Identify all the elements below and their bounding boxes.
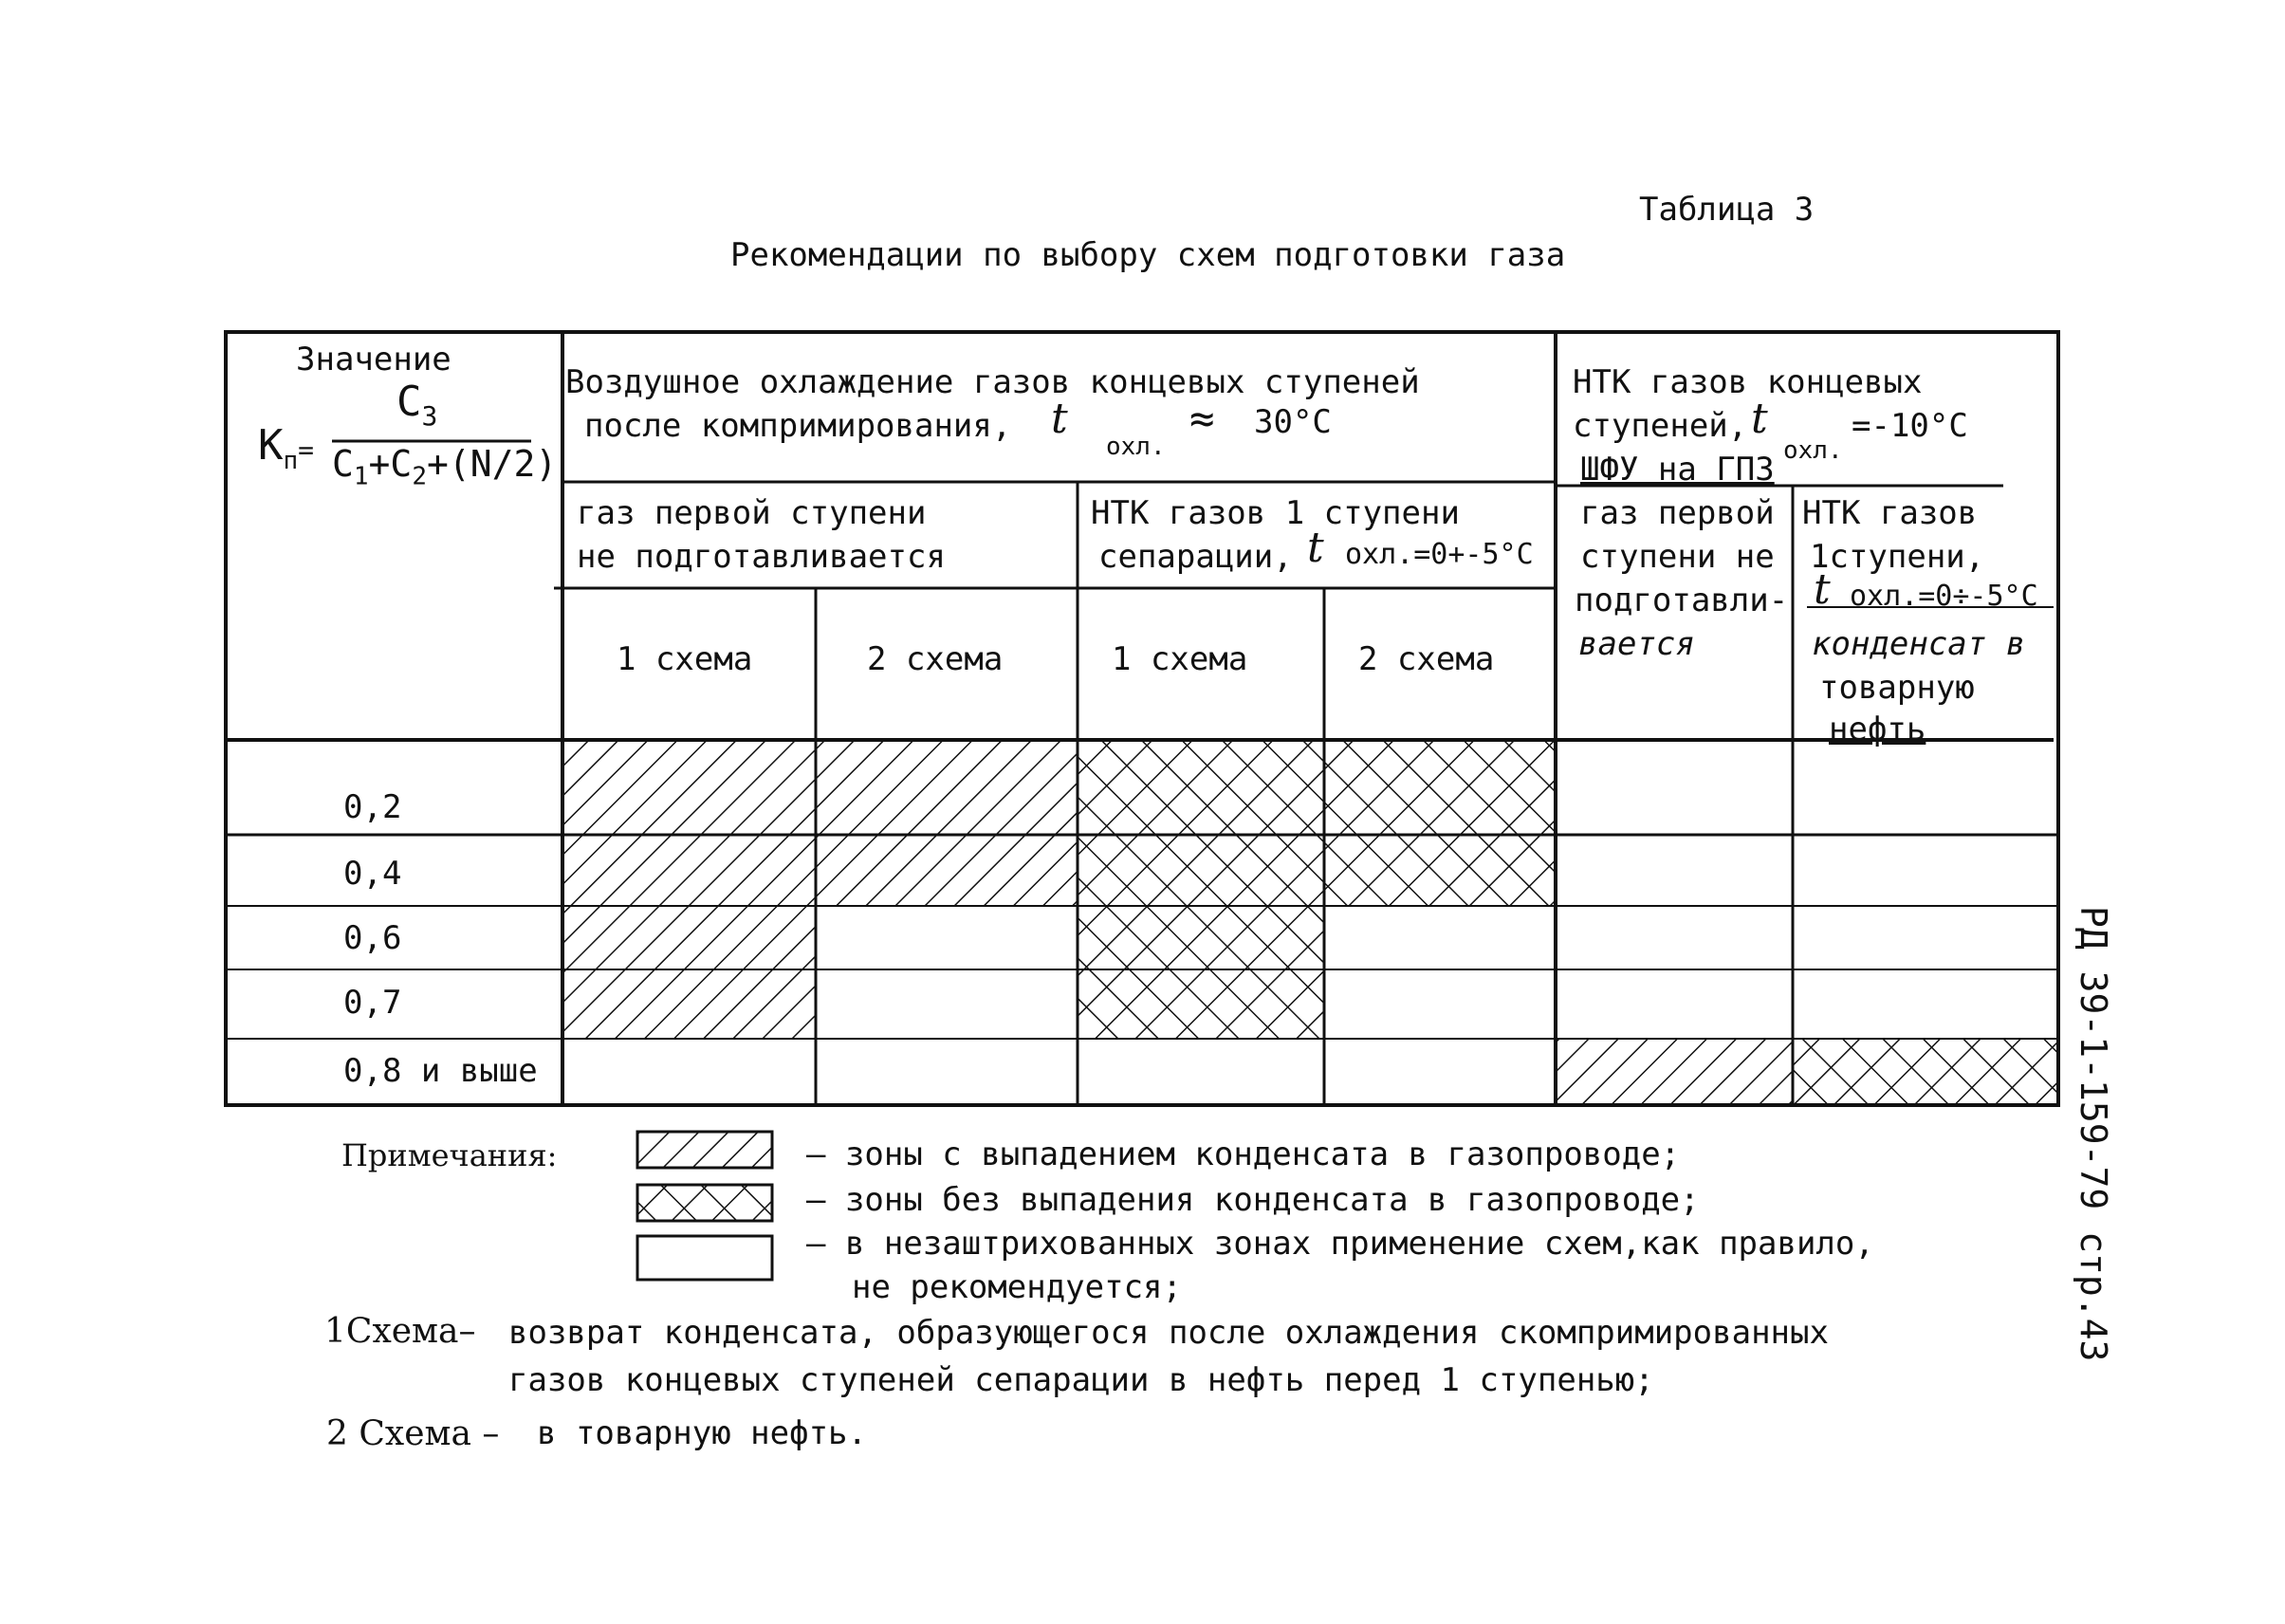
sub-a-line1: газ первой ступени — [577, 494, 927, 532]
sub-b-line1: НТК газов 1 ступени — [1091, 494, 1460, 532]
zone-hatch — [562, 740, 816, 835]
air-cooling-line2: после компримирования, — [584, 407, 1012, 445]
ntk-line1: НТК газов концевых — [1573, 363, 1923, 401]
zone-hatch — [816, 835, 1078, 906]
zone-cross — [1078, 906, 1324, 969]
zone-cross — [1078, 969, 1324, 1039]
zone-hatch — [562, 906, 816, 969]
air-cooling-line1: Воздушное охлаждение газов концевых ступеней — [565, 363, 1420, 401]
sub-d-line4: конденсат в — [1812, 625, 2026, 663]
scheme2-text: в товарную нефть. — [537, 1414, 867, 1452]
ntk-sub: охл. — [1783, 436, 1843, 465]
zone-hatch — [816, 740, 1078, 835]
zone-cross — [1793, 1039, 2056, 1103]
sub-d-line5: товарную — [1819, 669, 1975, 707]
table-title: Рекомендации по выбору схем подготовки газа — [730, 236, 1566, 274]
sub-c-line1: газ первой — [1580, 494, 1775, 532]
sub-a-line2: не подготавливается — [577, 538, 946, 576]
air-temperature: 30°С — [1254, 403, 1332, 441]
side-stamp: РД 39-1-159-79 стр.43 — [2073, 906, 2114, 1362]
scheme-label-4: 2 схема — [1358, 640, 1495, 678]
zone-cross — [1078, 740, 1324, 835]
scheme-label-2: 2 схема — [867, 640, 1004, 678]
table-label: Таблица 3 — [1639, 191, 1815, 229]
sub-b-temperature: охл.=0+-5°С — [1345, 538, 1534, 571]
sub-b-line2: сепарации, — [1098, 538, 1293, 576]
notes-title: Примечания: — [341, 1137, 558, 1173]
scheme-label-1: 1 схема — [617, 640, 753, 678]
sub-d-line1: НТК газов — [1802, 494, 1978, 532]
row-label: 0,2 — [343, 788, 402, 826]
zone-hatch — [562, 969, 816, 1039]
sub-d-temperature: охл.=0÷-5°С — [1850, 580, 2038, 613]
sub-c-line3: подготавли- — [1575, 581, 1789, 619]
k-numerator: $С_3$ — [396, 378, 438, 432]
sub-c-line2: ступени не — [1580, 538, 1775, 576]
sub-d-line6: нефть — [1829, 710, 1926, 748]
scheme2-prefix: 2 Схема – — [326, 1414, 500, 1453]
legend-blank-text-line1: – в незаштрихованных зонах применение схем,как правило, — [806, 1225, 1874, 1263]
air-sub: охл. — [1106, 433, 1166, 461]
k-denominator: $С_1+С_2+(N/2)$ — [332, 443, 558, 491]
zone-cross — [1078, 835, 1324, 906]
row-label: 0,8 и выше — [343, 1052, 538, 1090]
legend-blank-text-line2: не рекомендуется; — [852, 1268, 1182, 1306]
row-label: 0,7 — [343, 984, 402, 1022]
zone-cross — [1324, 740, 1556, 835]
row-label: 0,6 — [343, 919, 402, 957]
t-symbol-air: t — [1051, 395, 1068, 443]
scheme-label-3: 1 схема — [1112, 640, 1248, 678]
zone-hatch — [1556, 1039, 1793, 1103]
row-label: 0,4 — [343, 855, 402, 893]
legend-hatch-text: – зоны с выпадением конденсата в газопроводе; — [806, 1135, 1681, 1173]
sub-d-line2: 1ступени, — [1810, 538, 1985, 576]
k-label: Значение — [296, 341, 451, 378]
scheme1-line2: газов концевых ступеней сепарации в нефть перед 1 ступенью; — [508, 1361, 1654, 1399]
approx-sign: ≈ — [1189, 395, 1215, 443]
ntk-line3: ШФУ на ГПЗ — [1580, 451, 1775, 489]
t-symbol-sub-d: t — [1814, 565, 1831, 614]
sub-c-line4: вается — [1578, 625, 1695, 663]
zone-layer — [562, 740, 2056, 1103]
scheme1-prefix: 1Схема– — [324, 1312, 476, 1351]
zone-hatch — [562, 835, 816, 906]
t-symbol-ntk: t — [1751, 395, 1768, 443]
ntk-temperature: =-10°С — [1852, 407, 1968, 445]
k-symbol: $К_п=$ — [258, 421, 315, 475]
zone-cross — [1324, 835, 1556, 906]
ntk-line2: ступеней, — [1573, 407, 1748, 445]
legend-cross-text: – зоны без выпадения конденсата в газопроводе; — [806, 1181, 1700, 1219]
scheme1-line1: возврат конденсата, образующегося после охлаждения скомпримированных — [508, 1314, 1829, 1352]
t-symbol-sub-b: t — [1307, 524, 1324, 572]
